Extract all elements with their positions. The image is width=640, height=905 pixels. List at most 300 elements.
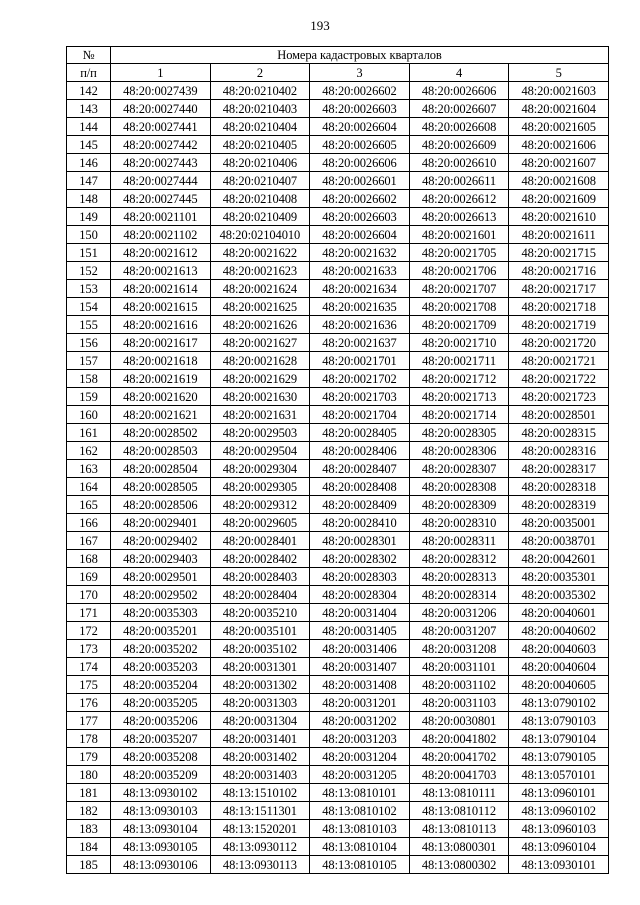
cadastral-number-cell: 48:20:0028402 (210, 550, 310, 568)
cadastral-number-cell: 48:20:0021633 (310, 262, 410, 280)
cadastral-number-cell: 48:20:0031205 (310, 766, 410, 784)
cadastral-number-cell: 48:20:0041702 (409, 748, 509, 766)
cadastral-number-cell: 48:20:0028504 (111, 460, 211, 478)
row-number: 166 (67, 514, 111, 532)
cadastral-number-cell: 48:20:0031407 (310, 658, 410, 676)
cadastral-number-cell: 48:20:0021605 (509, 118, 609, 136)
table-row (67, 766, 609, 784)
cadastral-number-cell: 48:20:0028311 (409, 532, 509, 550)
cadastral-number-cell: 48:20:0026606 (409, 82, 509, 100)
cadastral-number-cell: 48:20:0035202 (111, 640, 211, 658)
cadastral-number-cell: 48:20:0040605 (509, 676, 609, 694)
cadastral-number-cell: 48:20:0042601 (509, 550, 609, 568)
row-number: 170 (67, 586, 111, 604)
cadastral-number-cell: 48:20:0026602 (310, 82, 410, 100)
cadastral-number-cell: 48:20:0021718 (509, 298, 609, 316)
cadastral-number-cell: 48:20:0021614 (111, 280, 211, 298)
cadastral-number-cell: 48:20:0035101 (210, 622, 310, 640)
cadastral-number-cell: 48:20:0028305 (409, 424, 509, 442)
table-row (67, 568, 609, 586)
cadastral-number-cell: 48:20:0029502 (111, 586, 211, 604)
row-number: 161 (67, 424, 111, 442)
cadastral-number-cell: 48:20:0027444 (111, 172, 211, 190)
cadastral-number-cell: 48:20:0031201 (310, 694, 410, 712)
cadastral-number-cell: 48:20:0031204 (310, 748, 410, 766)
cadastral-number-cell: 48:20:0035208 (111, 748, 211, 766)
table-row (67, 208, 609, 226)
cadastral-number-cell: 48:20:0021721 (509, 352, 609, 370)
cadastral-number-cell: 48:20:0028407 (310, 460, 410, 478)
row-number: 144 (67, 118, 111, 136)
cadastral-number-cell: 48:20:0021623 (210, 262, 310, 280)
table-row (67, 442, 609, 460)
cadastral-number-cell: 48:20:0031103 (409, 694, 509, 712)
table-row (67, 316, 609, 334)
column-header: 3 (310, 64, 410, 82)
cadastral-number-cell: 48:20:0035206 (111, 712, 211, 730)
cadastral-number-cell: 48:13:0810101 (310, 784, 410, 802)
cadastral-number-cell: 48:20:0021634 (310, 280, 410, 298)
cadastral-number-cell: 48:20:0026612 (409, 190, 509, 208)
cadastral-number-cell: 48:20:0021611 (509, 226, 609, 244)
table-row (67, 226, 609, 244)
cadastral-number-cell: 48:20:0031402 (210, 748, 310, 766)
cadastral-number-cell: 48:20:0028404 (210, 586, 310, 604)
table-row (67, 370, 609, 388)
cadastral-quarters-table (66, 46, 609, 874)
cadastral-number-cell: 48:20:0040603 (509, 640, 609, 658)
table-row (67, 118, 609, 136)
row-number: 164 (67, 478, 111, 496)
cadastral-number-cell: 48:20:0029312 (210, 496, 310, 514)
cadastral-number-cell: 48:20:0021608 (509, 172, 609, 190)
cadastral-number-cell: 48:20:0027445 (111, 190, 211, 208)
table-row (67, 838, 609, 856)
cadastral-number-cell: 48:20:0021630 (210, 388, 310, 406)
row-number: 178 (67, 730, 111, 748)
cadastral-number-cell: 48:20:0026606 (310, 154, 410, 172)
cadastral-number-cell: 48:20:0031403 (210, 766, 310, 784)
cadastral-number-cell: 48:20:0021619 (111, 370, 211, 388)
cadastral-number-cell: 48:20:0026601 (310, 172, 410, 190)
cadastral-number-cell: 48:13:0930103 (111, 802, 211, 820)
cadastral-number-cell: 48:20:0028312 (409, 550, 509, 568)
cadastral-number-cell: 48:20:0035302 (509, 586, 609, 604)
column-header: 5 (509, 64, 609, 82)
row-number: 180 (67, 766, 111, 784)
cadastral-number-cell: 48:20:0029305 (210, 478, 310, 496)
cadastral-number-cell: 48:13:1510102 (210, 784, 310, 802)
cadastral-number-cell: 48:20:0021722 (509, 370, 609, 388)
cadastral-number-cell: 48:20:0028405 (310, 424, 410, 442)
row-number: 145 (67, 136, 111, 154)
cadastral-number-cell: 48:20:0028315 (509, 424, 609, 442)
cadastral-number-cell: 48:20:0021604 (509, 100, 609, 118)
cadastral-number-cell: 48:13:0930104 (111, 820, 211, 838)
cadastral-number-cell: 48:13:0930102 (111, 784, 211, 802)
row-number: 146 (67, 154, 111, 172)
cadastral-number-cell: 48:20:0028506 (111, 496, 211, 514)
cadastral-number-cell: 48:20:0029304 (210, 460, 310, 478)
cadastral-number-cell: 48:13:0960103 (509, 820, 609, 838)
row-number: 142 (67, 82, 111, 100)
cadastral-number-cell: 48:20:0021631 (210, 406, 310, 424)
cadastral-number-cell: 48:20:0031401 (210, 730, 310, 748)
cadastral-number-cell: 48:20:0041703 (409, 766, 509, 784)
table-row (67, 280, 609, 298)
cadastral-number-cell: 48:20:0035303 (111, 604, 211, 622)
cadastral-number-cell: 48:20:0026613 (409, 208, 509, 226)
table-body (67, 82, 609, 874)
cadastral-number-cell: 48:20:0021637 (310, 334, 410, 352)
column-header: 4 (409, 64, 509, 82)
cadastral-number-cell: 48:20:0028317 (509, 460, 609, 478)
cadastral-number-cell: 48:20:0028319 (509, 496, 609, 514)
cadastral-number-cell: 48:13:0810111 (409, 784, 509, 802)
cadastral-number-cell: 48:20:0021622 (210, 244, 310, 262)
row-number: 167 (67, 532, 111, 550)
table-row (67, 694, 609, 712)
cadastral-number-cell: 48:20:0029605 (210, 514, 310, 532)
table-row (67, 424, 609, 442)
table-row (67, 514, 609, 532)
row-number: 175 (67, 676, 111, 694)
cadastral-number-cell: 48:20:0029503 (210, 424, 310, 442)
cadastral-number-cell: 48:20:0021601 (409, 226, 509, 244)
row-number: 185 (67, 856, 111, 874)
cadastral-number-cell: 48:20:0035203 (111, 658, 211, 676)
cadastral-number-cell: 48:20:0031208 (409, 640, 509, 658)
row-number: 150 (67, 226, 111, 244)
row-number: 151 (67, 244, 111, 262)
table-row (67, 190, 609, 208)
num-header: № (67, 47, 111, 64)
cadastral-number-cell: 48:20:0028316 (509, 442, 609, 460)
row-number: 183 (67, 820, 111, 838)
table-row (67, 244, 609, 262)
cadastral-number-cell: 48:20:0028318 (509, 478, 609, 496)
cadastral-number-cell: 48:20:0035102 (210, 640, 310, 658)
cadastral-number-cell: 48:20:0031206 (409, 604, 509, 622)
cadastral-number-cell: 48:20:0210405 (210, 136, 310, 154)
cadastral-number-cell: 48:20:0021621 (111, 406, 211, 424)
table-row (67, 100, 609, 118)
cadastral-number-cell: 48:20:0021704 (310, 406, 410, 424)
row-number: 154 (67, 298, 111, 316)
cadastral-number-cell: 48:20:0021716 (509, 262, 609, 280)
cadastral-number-cell: 48:20:02104010 (210, 226, 310, 244)
cadastral-number-cell: 48:13:0810112 (409, 802, 509, 820)
cadastral-number-cell: 48:13:0960102 (509, 802, 609, 820)
table-row (67, 712, 609, 730)
cadastral-number-cell: 48:20:0028410 (310, 514, 410, 532)
cadastral-number-cell: 48:20:0021713 (409, 388, 509, 406)
cadastral-number-cell: 48:20:0028308 (409, 478, 509, 496)
table-row (67, 82, 609, 100)
cadastral-number-cell: 48:20:0028501 (509, 406, 609, 424)
cadastral-number-cell: 48:20:0210402 (210, 82, 310, 100)
cadastral-number-cell: 48:20:0021618 (111, 352, 211, 370)
cadastral-number-cell: 48:20:0027439 (111, 82, 211, 100)
row-number: 174 (67, 658, 111, 676)
cadastral-number-cell: 48:20:0028307 (409, 460, 509, 478)
table-row (67, 802, 609, 820)
table-row (67, 478, 609, 496)
cadastral-number-cell: 48:20:0027440 (111, 100, 211, 118)
cadastral-number-cell: 48:20:0029504 (210, 442, 310, 460)
cadastral-number-cell: 48:20:0021707 (409, 280, 509, 298)
cadastral-number-cell: 48:20:0021624 (210, 280, 310, 298)
cadastral-number-cell: 48:20:0021711 (409, 352, 509, 370)
cadastral-number-cell: 48:20:0021616 (111, 316, 211, 334)
row-number: 165 (67, 496, 111, 514)
cadastral-number-cell: 48:20:0021702 (310, 370, 410, 388)
cadastral-number-cell: 48:20:0026603 (310, 100, 410, 118)
cadastral-number-cell: 48:13:0790103 (509, 712, 609, 730)
cadastral-number-cell: 48:20:0021610 (509, 208, 609, 226)
cadastral-number-cell: 48:20:0021615 (111, 298, 211, 316)
cadastral-number-cell: 48:20:0021703 (310, 388, 410, 406)
cadastral-number-cell: 48:13:0810104 (310, 838, 410, 856)
cadastral-number-cell: 48:20:0026609 (409, 136, 509, 154)
cadastral-number-cell: 48:20:0021607 (509, 154, 609, 172)
row-number: 157 (67, 352, 111, 370)
cadastral-number-cell: 48:20:0035204 (111, 676, 211, 694)
cadastral-number-cell: 48:20:0021102 (111, 226, 211, 244)
table-row (67, 604, 609, 622)
row-number: 184 (67, 838, 111, 856)
table-row (67, 298, 609, 316)
cadastral-number-cell: 48:20:0035209 (111, 766, 211, 784)
cadastral-number-cell: 48:20:0035301 (509, 568, 609, 586)
cadastral-number-cell: 48:20:0031203 (310, 730, 410, 748)
cadastral-number-cell: 48:13:0810113 (409, 820, 509, 838)
cadastral-number-cell: 48:20:0210408 (210, 190, 310, 208)
cadastral-number-cell: 48:20:0021627 (210, 334, 310, 352)
row-number: 179 (67, 748, 111, 766)
table-row (67, 622, 609, 640)
cadastral-number-cell: 48:20:0028505 (111, 478, 211, 496)
table-row (67, 154, 609, 172)
cadastral-number-cell: 48:13:0790102 (509, 694, 609, 712)
cadastral-number-cell: 48:20:0021613 (111, 262, 211, 280)
cadastral-number-cell: 48:20:0210406 (210, 154, 310, 172)
cadastral-number-cell: 48:20:0021606 (509, 136, 609, 154)
table-row (67, 388, 609, 406)
row-number: 149 (67, 208, 111, 226)
row-number: 163 (67, 460, 111, 478)
cadastral-number-cell: 48:20:0021603 (509, 82, 609, 100)
cadastral-number-cell: 48:20:0031302 (210, 676, 310, 694)
cadastral-number-cell: 48:20:0035001 (509, 514, 609, 532)
row-number: 177 (67, 712, 111, 730)
cadastral-number-cell: 48:13:0930105 (111, 838, 211, 856)
row-number: 172 (67, 622, 111, 640)
row-number: 160 (67, 406, 111, 424)
cadastral-number-cell: 48:20:0028313 (409, 568, 509, 586)
cadastral-number-cell: 48:20:0021632 (310, 244, 410, 262)
cadastral-number-cell: 48:20:0028503 (111, 442, 211, 460)
cadastral-number-cell: 48:13:0810102 (310, 802, 410, 820)
cadastral-number-cell: 48:20:0028301 (310, 532, 410, 550)
cadastral-number-cell: 48:20:0031406 (310, 640, 410, 658)
table-row (67, 262, 609, 280)
cadastral-number-cell: 48:20:0021625 (210, 298, 310, 316)
cadastral-number-cell: 48:20:0029403 (111, 550, 211, 568)
cadastral-number-cell: 48:20:0026602 (310, 190, 410, 208)
cadastral-number-cell: 48:13:0930101 (509, 856, 609, 874)
table-row (67, 136, 609, 154)
cadastral-number-cell: 48:20:0021617 (111, 334, 211, 352)
cadastral-number-cell: 48:20:0021705 (409, 244, 509, 262)
table-row (67, 334, 609, 352)
table-row (67, 640, 609, 658)
row-number: 147 (67, 172, 111, 190)
cadastral-number-cell: 48:20:0031207 (409, 622, 509, 640)
cadastral-number-cell: 48:20:0210409 (210, 208, 310, 226)
column-header: 1 (111, 64, 211, 82)
cadastral-number-cell: 48:20:0210403 (210, 100, 310, 118)
cadastral-number-cell: 48:13:0960101 (509, 784, 609, 802)
row-number: 155 (67, 316, 111, 334)
row-number: 182 (67, 802, 111, 820)
cadastral-number-cell: 48:13:1511301 (210, 802, 310, 820)
cadastral-number-cell: 48:20:0028409 (310, 496, 410, 514)
table-row (67, 784, 609, 802)
cadastral-number-cell: 48:20:0021709 (409, 316, 509, 334)
cadastral-number-cell: 48:20:0027441 (111, 118, 211, 136)
cadastral-number-cell: 48:20:0028306 (409, 442, 509, 460)
cadastral-number-cell: 48:20:0029501 (111, 568, 211, 586)
cadastral-number-cell: 48:20:0021636 (310, 316, 410, 334)
cadastral-number-cell: 48:20:0210404 (210, 118, 310, 136)
cadastral-number-cell: 48:20:0021717 (509, 280, 609, 298)
cadastral-number-cell: 48:20:0021719 (509, 316, 609, 334)
cadastral-number-cell: 48:20:0021635 (310, 298, 410, 316)
cadastral-number-cell: 48:20:0029402 (111, 532, 211, 550)
table-row (67, 532, 609, 550)
table-row (67, 856, 609, 874)
table-row (67, 658, 609, 676)
cadastral-number-cell: 48:20:0031408 (310, 676, 410, 694)
cadastral-number-cell: 48:20:0021101 (111, 208, 211, 226)
cadastral-number-cell: 48:20:0026605 (310, 136, 410, 154)
cadastral-number-cell: 48:13:0930106 (111, 856, 211, 874)
cadastral-number-cell: 48:20:0040602 (509, 622, 609, 640)
row-number: 173 (67, 640, 111, 658)
page-number: 193 (310, 18, 330, 33)
table-row (67, 172, 609, 190)
cadastral-number-cell: 48:20:0021626 (210, 316, 310, 334)
cadastral-number-cell: 48:20:0031301 (210, 658, 310, 676)
cadastral-number-cell: 48:20:0021629 (210, 370, 310, 388)
row-number: 156 (67, 334, 111, 352)
cadastral-number-cell: 48:20:0021723 (509, 388, 609, 406)
cadastral-number-cell: 48:20:0028408 (310, 478, 410, 496)
cadastral-number-cell: 48:13:0800302 (409, 856, 509, 874)
cadastral-number-cell: 48:20:0021609 (509, 190, 609, 208)
table-row (67, 586, 609, 604)
cadastral-number-cell: 48:20:0021712 (409, 370, 509, 388)
num-subheader: п/п (67, 64, 111, 82)
row-number: 176 (67, 694, 111, 712)
cadastral-number-cell: 48:20:0026607 (409, 100, 509, 118)
cadastral-number-cell: 48:20:0035210 (210, 604, 310, 622)
cadastral-number-cell: 48:20:0031405 (310, 622, 410, 640)
cadastral-number-cell: 48:13:0790105 (509, 748, 609, 766)
row-number: 143 (67, 100, 111, 118)
row-number: 162 (67, 442, 111, 460)
column-header: 2 (210, 64, 310, 82)
table-row (67, 406, 609, 424)
cadastral-number-cell: 48:20:0028302 (310, 550, 410, 568)
cadastral-number-cell: 48:20:0021701 (310, 352, 410, 370)
cadastral-number-cell: 48:20:0031202 (310, 712, 410, 730)
cadastral-number-cell: 48:20:0026608 (409, 118, 509, 136)
cadastral-number-cell: 48:20:0030801 (409, 712, 509, 730)
cadastral-number-cell: 48:20:0031102 (409, 676, 509, 694)
cadastral-number-cell: 48:20:0028304 (310, 586, 410, 604)
table-header (67, 47, 609, 82)
row-number: 171 (67, 604, 111, 622)
row-number: 181 (67, 784, 111, 802)
cadastral-number-cell: 48:13:0960104 (509, 838, 609, 856)
cadastral-number-cell: 48:20:0028309 (409, 496, 509, 514)
cadastral-number-cell: 48:20:0026604 (310, 118, 410, 136)
group-title: Номера кадастровых кварталов (111, 47, 609, 64)
row-number: 148 (67, 190, 111, 208)
row-number: 168 (67, 550, 111, 568)
cadastral-number-cell: 48:20:0041802 (409, 730, 509, 748)
cadastral-number-cell: 48:20:0035207 (111, 730, 211, 748)
cadastral-number-cell: 48:13:0810103 (310, 820, 410, 838)
cadastral-number-cell: 48:20:0026610 (409, 154, 509, 172)
cadastral-number-cell: 48:20:0027442 (111, 136, 211, 154)
cadastral-number-cell: 48:20:0021720 (509, 334, 609, 352)
row-number: 159 (67, 388, 111, 406)
cadastral-number-cell: 48:20:0021612 (111, 244, 211, 262)
row-number: 169 (67, 568, 111, 586)
cadastral-number-cell: 48:20:0021710 (409, 334, 509, 352)
row-number: 153 (67, 280, 111, 298)
cadastral-number-cell: 48:20:0035201 (111, 622, 211, 640)
row-number: 152 (67, 262, 111, 280)
table-row (67, 352, 609, 370)
table-row (67, 676, 609, 694)
cadastral-number-cell: 48:20:0031304 (210, 712, 310, 730)
cadastral-number-cell: 48:13:0570101 (509, 766, 609, 784)
cadastral-number-cell: 48:20:0031404 (310, 604, 410, 622)
cadastral-number-cell: 48:20:0021708 (409, 298, 509, 316)
table-row (67, 460, 609, 478)
table-row (67, 730, 609, 748)
cadastral-number-cell: 48:20:0038701 (509, 532, 609, 550)
cadastral-number-cell: 48:20:0028502 (111, 424, 211, 442)
cadastral-number-cell: 48:13:0930112 (210, 838, 310, 856)
cadastral-number-cell: 48:20:0028403 (210, 568, 310, 586)
cadastral-number-cell: 48:20:0021714 (409, 406, 509, 424)
table-row (67, 550, 609, 568)
cadastral-number-cell: 48:20:0035205 (111, 694, 211, 712)
cadastral-number-cell: 48:20:0040601 (509, 604, 609, 622)
cadastral-number-cell: 48:20:0021620 (111, 388, 211, 406)
cadastral-number-cell: 48:20:0040604 (509, 658, 609, 676)
cadastral-number-cell: 48:20:0029401 (111, 514, 211, 532)
table-row (67, 748, 609, 766)
cadastral-number-cell: 48:20:0028406 (310, 442, 410, 460)
table-row (67, 496, 609, 514)
cadastral-number-cell: 48:13:0790104 (509, 730, 609, 748)
